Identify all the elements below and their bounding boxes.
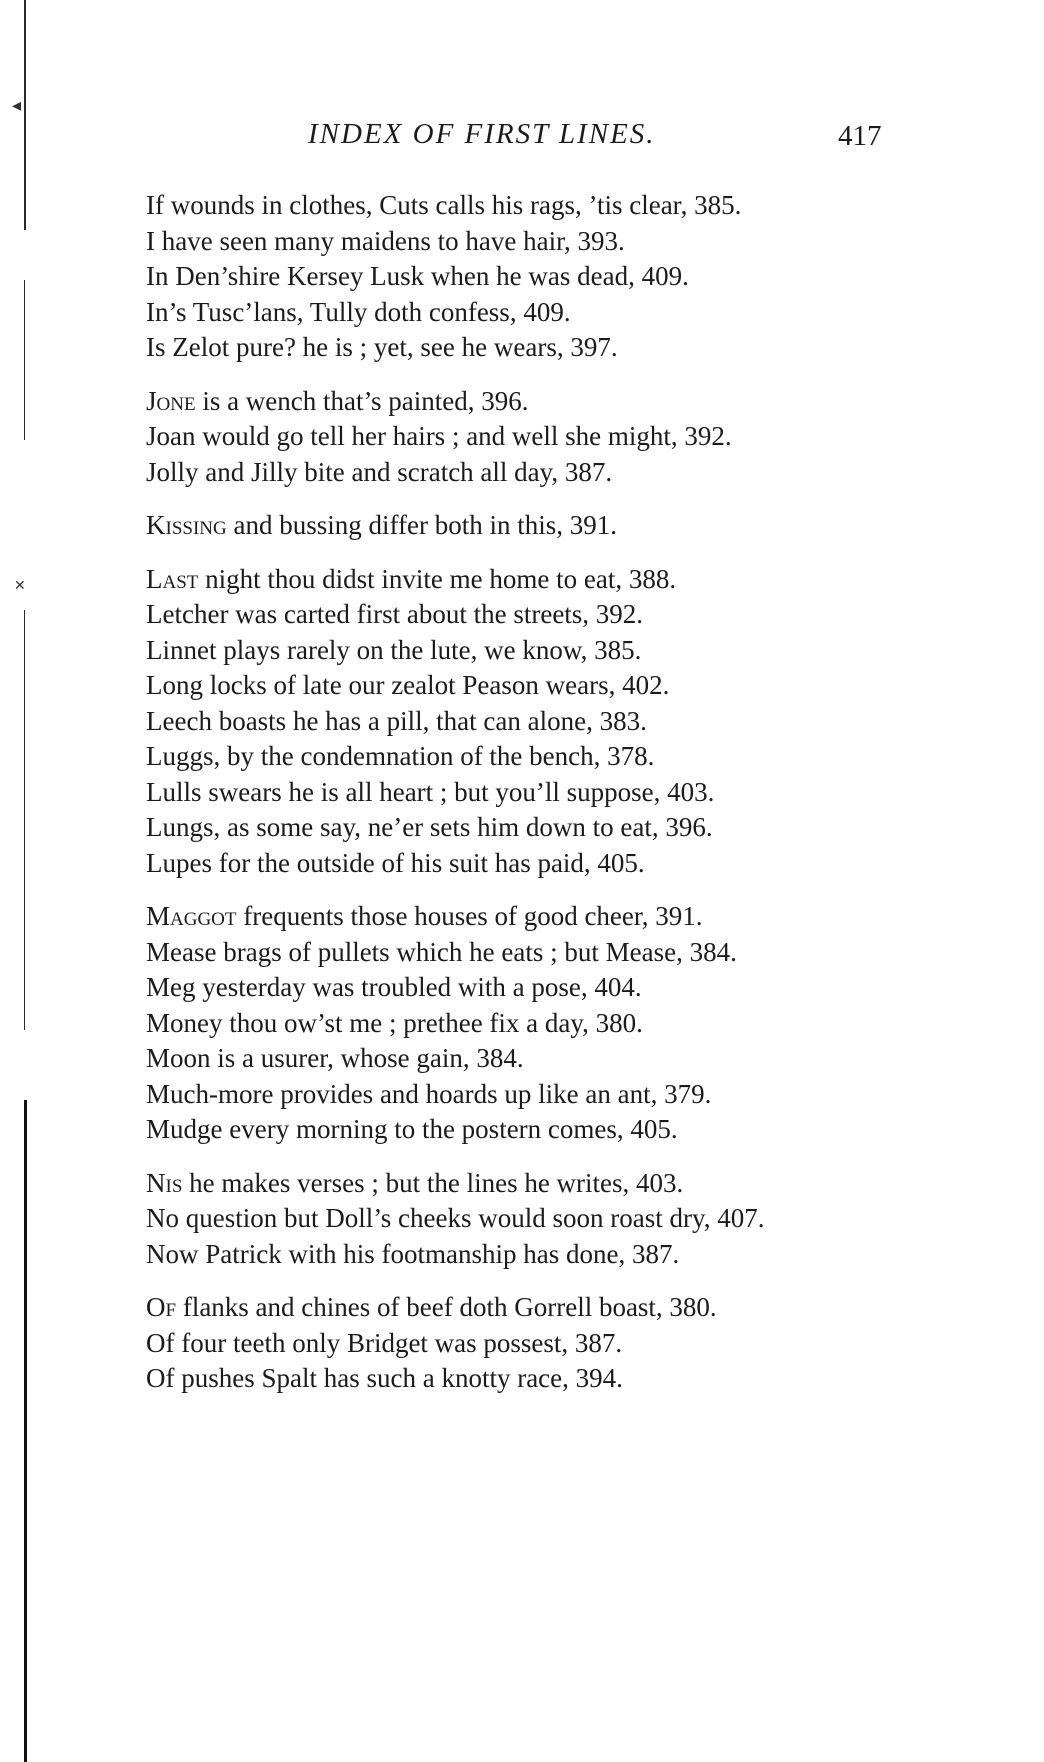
entry-text: Leech boasts he has a pill, that can alone, 383. <box>146 705 647 736</box>
entry-text: Money thou ow’st me ; prethee fix a day, 380. <box>146 1007 643 1038</box>
entry-text: night thou didst invite me home to eat, 388. <box>198 563 677 594</box>
index-entry <box>146 1166 1006 1202</box>
index-entry <box>146 295 1006 331</box>
index-letter-group <box>146 384 1006 491</box>
index-entry <box>146 597 1006 633</box>
page-gutter-edge-top <box>24 0 26 230</box>
page-number: 417 <box>838 120 882 152</box>
index-entry <box>146 1006 1006 1042</box>
index-entry <box>146 1326 1006 1362</box>
entry-text: Meg yesterday was troubled with a pose, 404. <box>146 972 642 1002</box>
index-entry <box>146 1237 1006 1273</box>
page-gutter-edge-mid <box>24 280 25 440</box>
index-entry <box>146 224 1006 260</box>
entry-text: If wounds in clothes, Cuts calls his rags, ’tis clear, 385. <box>146 190 742 220</box>
index-entry <box>146 899 1006 935</box>
entry-text: Long locks of late our zealot Peason wears, 402. <box>146 670 670 700</box>
entry-lead-word: Of <box>146 1292 177 1322</box>
running-head <box>0 118 1044 152</box>
entry-text: Now Patrick with his footmanship has done, 387. <box>146 1238 680 1269</box>
entry-text: flanks and chines of beef doth Gorrell boast, 380. <box>176 1292 717 1322</box>
entry-text: Of four teeth only Bridget was possest, 387. <box>146 1327 623 1358</box>
index-entry <box>146 668 1006 704</box>
entry-text: is a wench that’s painted, 396. <box>195 385 529 416</box>
entry-text: frequents those houses of good cheer, 391. <box>236 901 703 931</box>
running-title: INDEX OF FIRST LINES. <box>308 118 656 150</box>
index-entry <box>146 810 1006 846</box>
index-entry <box>146 419 1006 455</box>
entry-text: and bussing differ both in this, 391. <box>226 510 617 540</box>
entry-text: Lungs, as some say, ne’er sets him down to eat, 396. <box>146 812 713 842</box>
entry-lead-word: Kissing <box>146 510 227 540</box>
index-entry <box>146 1041 1006 1077</box>
index-entry <box>146 633 1006 669</box>
entry-text: he makes verses ; but the lines he writes, 403. <box>182 1167 684 1198</box>
index-entry <box>146 970 1006 1006</box>
index-letter-group <box>146 562 1006 882</box>
index-entry <box>146 1201 1006 1237</box>
entry-text: Linnet plays rarely on the lute, we know, 385. <box>146 634 642 665</box>
index-entry <box>146 846 1006 882</box>
index-entry <box>146 508 1006 544</box>
index-entry <box>146 455 1006 491</box>
entry-text: I have seen many maidens to have hair, 393. <box>146 225 625 256</box>
index-entry <box>146 188 1006 224</box>
gutter-speck-mark: ✕ <box>14 579 26 594</box>
entry-text: Mudge every morning to the postern comes, 405. <box>146 1114 678 1144</box>
entry-text: Is Zelot pure? he is ; yet, see he wears, 397. <box>146 332 618 362</box>
entry-text: Of pushes Spalt has such a knotty race, 394. <box>146 1363 623 1393</box>
entry-text: Lupes for the outside of his suit has paid, 405. <box>146 847 645 878</box>
entry-text: Much-more provides and hoards up like an ant, 379. <box>146 1078 712 1109</box>
entry-text: Jolly and Jilly bite and scratch all day, 387. <box>146 456 613 487</box>
index-entry <box>146 775 1006 811</box>
entry-text: Moon is a usurer, whose gain, 384. <box>146 1043 524 1073</box>
entry-text: In Den’shire Kersey Lusk when he was dead, 409. <box>146 261 689 291</box>
index-entry <box>146 1077 1006 1113</box>
index-of-first-lines <box>146 188 1006 1415</box>
index-letter-group <box>146 1166 1006 1273</box>
entry-lead-word: Last <box>146 563 199 594</box>
index-entry <box>146 739 1006 775</box>
index-letter-group <box>146 508 1006 544</box>
entry-text: Mease brags of pullets which he eats ; but Mease, 384. <box>146 936 737 967</box>
entry-text: Lulls swears he is all heart ; but you’ll suppose, 403. <box>146 776 715 807</box>
index-entry <box>146 259 1006 295</box>
index-entry <box>146 384 1006 420</box>
index-entry <box>146 330 1006 366</box>
index-entry <box>146 935 1006 971</box>
entry-text: Luggs, by the condemnation of the bench, 378. <box>146 741 655 771</box>
page-gutter-edge-lower <box>24 610 25 1030</box>
index-letter-group <box>146 899 1006 1148</box>
index-letter-group <box>146 188 1006 366</box>
gutter-speck-mark: ◂ <box>12 95 22 115</box>
entry-text: No question but Doll’s cheeks would soon roast dry, 407. <box>146 1203 765 1233</box>
entry-lead-word: Maggot <box>146 901 237 931</box>
entry-text: Letcher was carted first about the streets, 392. <box>146 599 644 629</box>
entry-text: In’s Tusc’lans, Tully doth confess, 409. <box>146 296 571 327</box>
index-entry <box>146 562 1006 598</box>
index-entry <box>146 1361 1006 1397</box>
index-entry <box>146 1112 1006 1148</box>
entry-text: Joan would go tell her hairs ; and well she might, 392. <box>146 421 732 451</box>
entry-lead-word: Nis <box>146 1167 183 1198</box>
index-entry <box>146 1290 1006 1326</box>
entry-lead-word: Jone <box>146 385 196 416</box>
page-gutter-edge-bottom <box>24 1100 27 1762</box>
index-letter-group <box>146 1290 1006 1397</box>
index-entry <box>146 704 1006 740</box>
